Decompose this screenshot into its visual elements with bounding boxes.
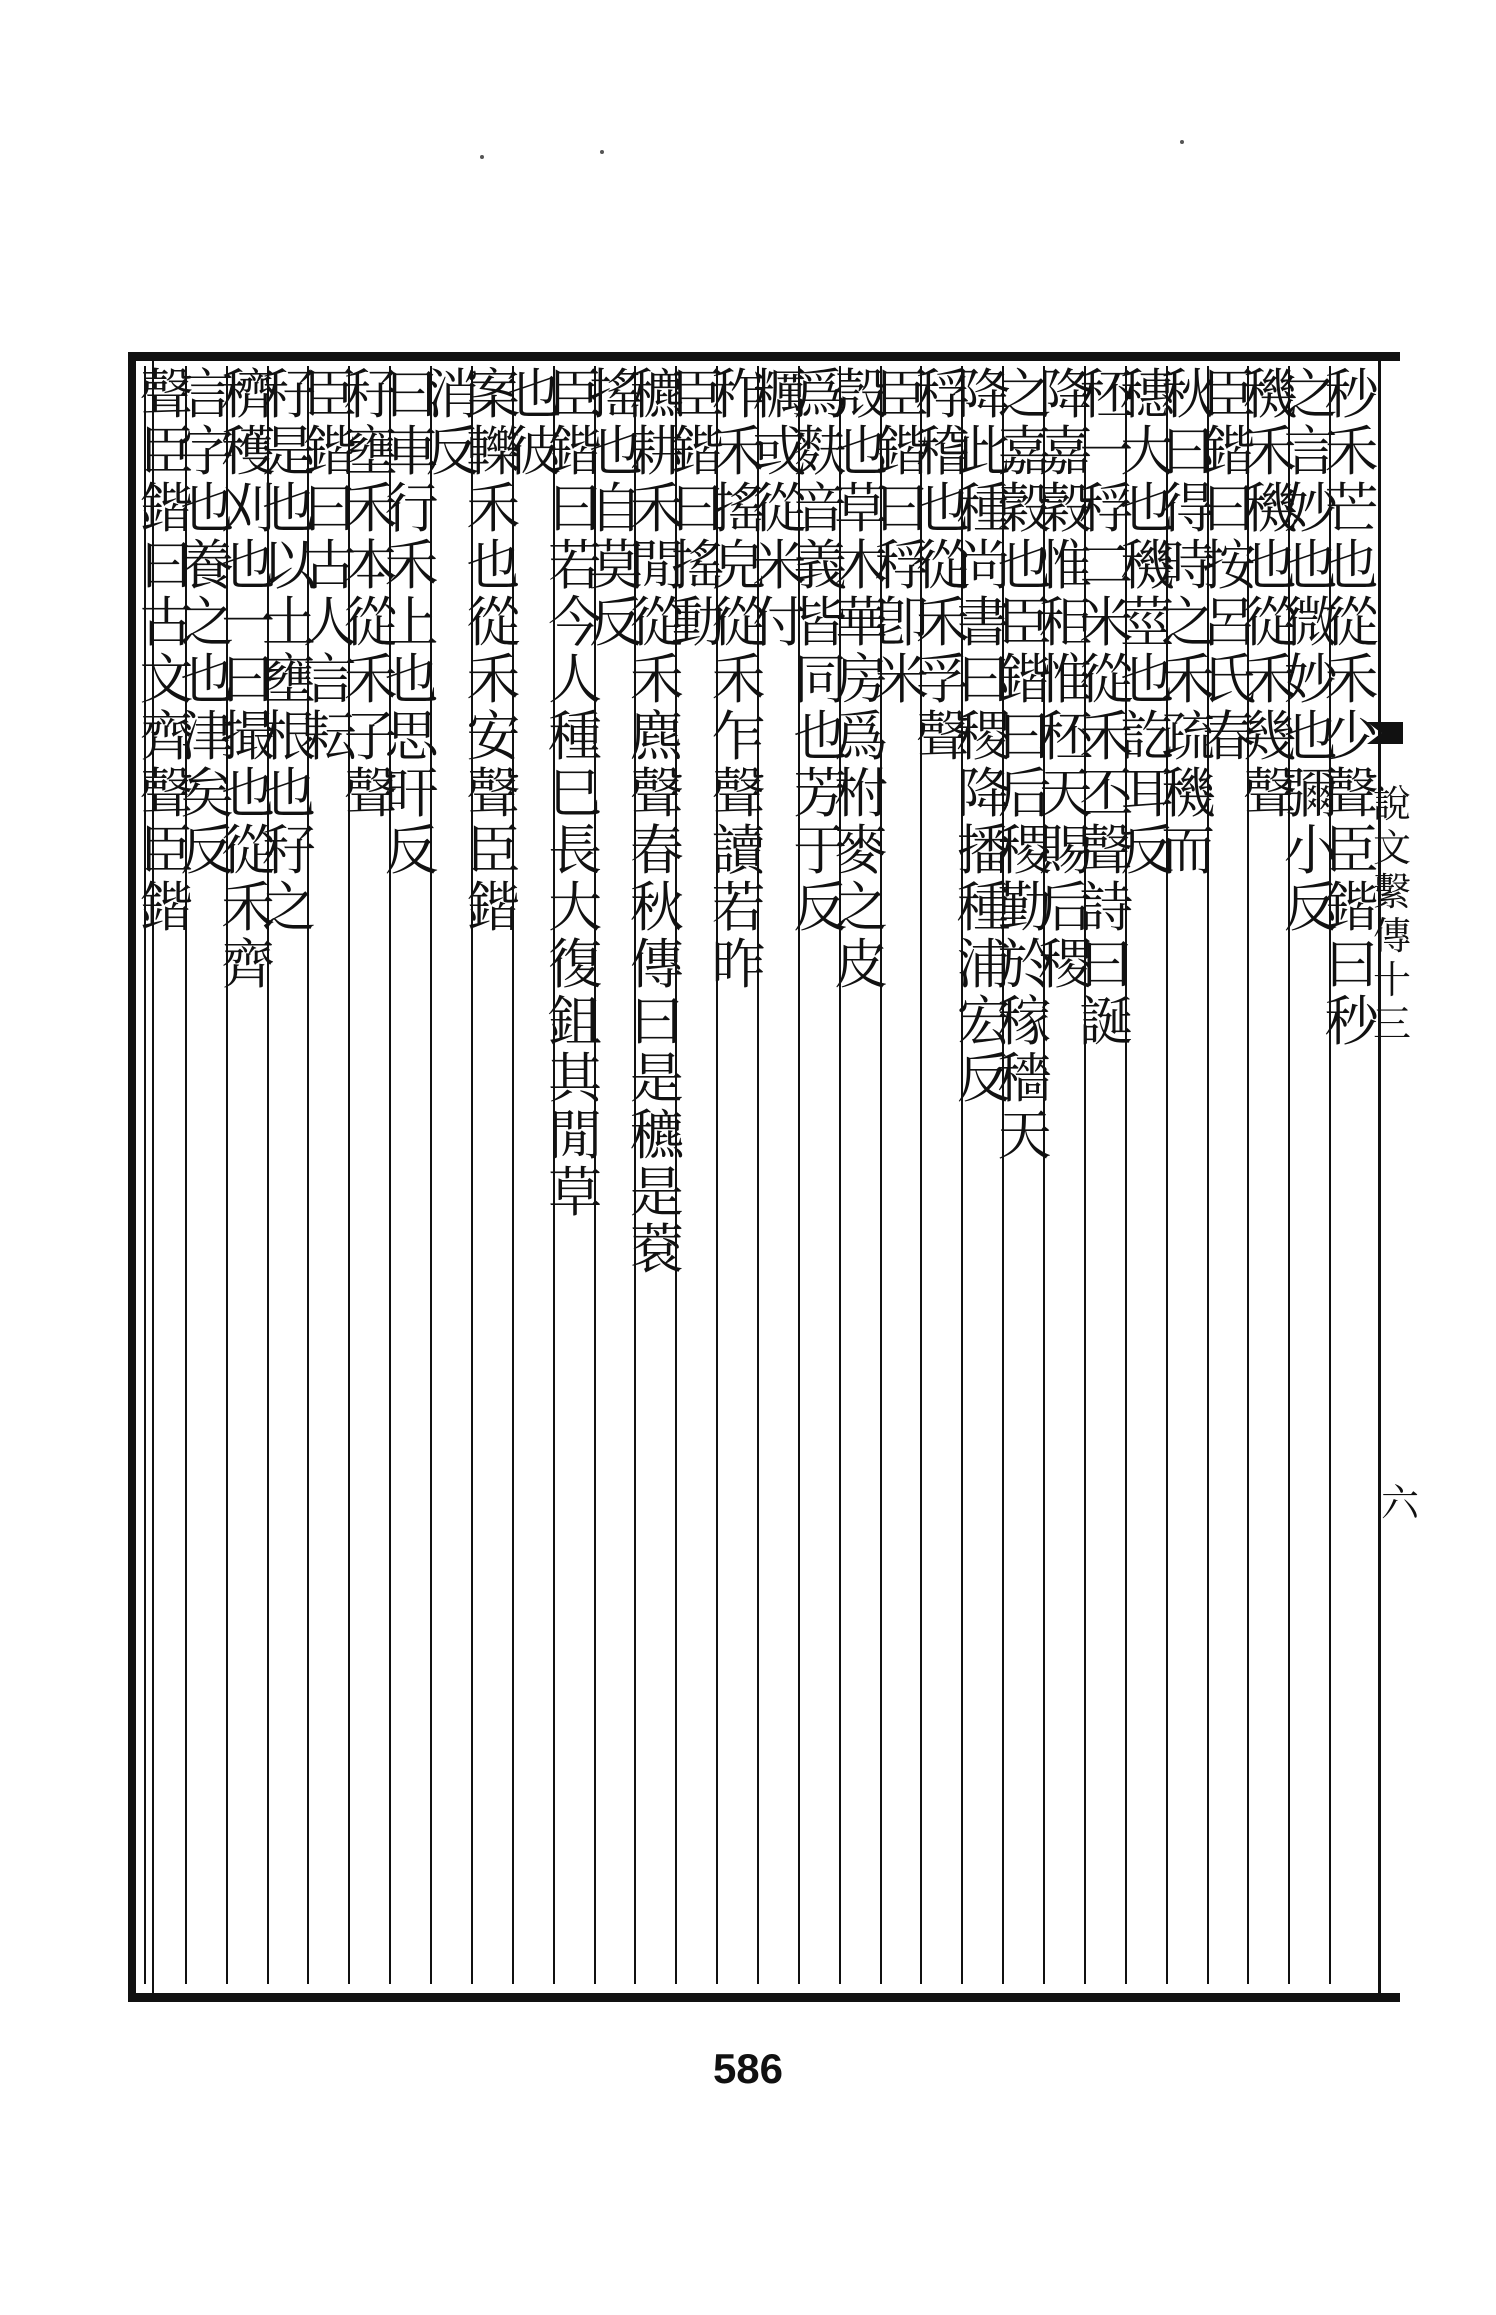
column-text: 聲 臣 鍇 曰 古 文 齊 聲 臣 鍇 bbox=[139, 363, 194, 939]
column-text: 言 字 也 養 之 也 津 矣 反 bbox=[180, 363, 235, 882]
page-number: 586 bbox=[712, 2045, 784, 2092]
column-text: 臣 鍇 曰 按 呂 氏 春 bbox=[1201, 363, 1256, 768]
column-text: 臣 鍇 曰 若 今 人 種 巳 長 大 復 鉏 其 閒 草 bbox=[548, 363, 603, 1224]
column-text: 搖 也 自 莫 反 bbox=[588, 363, 643, 654]
column-text: 秒 禾 芒 也 從 禾 少 聲 臣 鍇 曰 秒 bbox=[1324, 363, 1379, 1053]
column-text: 糲 或 從 米 付 bbox=[752, 363, 807, 654]
column-text: 穖 禾 穖 也 從 禾 幾 聲 bbox=[1242, 363, 1297, 825]
column-text: 秨 禾 搖 皃 從 禾 乍 聲 讀 若 昨 bbox=[711, 363, 766, 996]
column-text: 秄 是 也 以 土 壅 根 也 秄 之 bbox=[262, 363, 317, 939]
column-text: 消 反 bbox=[425, 363, 480, 483]
column-text: 殼 也 草 木 華 房 爲 柎 麥 之 皮 bbox=[834, 363, 889, 996]
paper-speck bbox=[480, 155, 484, 159]
column-text: 穧 穫 刈 也 一 曰 撮 也 從 禾 齊 bbox=[221, 363, 276, 996]
column-text: 穗 大 也 穖 莖 也 訖 耳 反 bbox=[1120, 363, 1175, 882]
column-text: 臣 鍇 曰 搖 動 bbox=[670, 363, 725, 654]
column-text: 臣 鍇 曰 稃 卽 米 bbox=[875, 363, 930, 711]
text-column bbox=[548, 363, 603, 1984]
column-text: 也 彼 bbox=[507, 363, 562, 483]
spine-title: 說 文 繫 傳 十 三 bbox=[1373, 782, 1412, 1046]
column-text: 之 嘉 穀 也 臣 鍇 曰 后 稷 勤 於 稼 穡 天 bbox=[997, 363, 1052, 1167]
column-text: 爲 麩 音 義 皆 同 也 芳 于 反 bbox=[793, 363, 848, 939]
column-text: 降 嘉 穀 惟 秬 惟 秠 天 賜 后 稷 bbox=[1038, 363, 1093, 996]
column-text: 稃 稽 也 從 禾 孚 聲 bbox=[915, 363, 970, 768]
column-text: 案 轢 禾 也 從 禾 安 聲 臣 鍇 bbox=[466, 363, 521, 939]
paper-speck bbox=[1180, 140, 1184, 144]
column-text: 秋 曰 得 時 之 禾 疏 穖 而 bbox=[1161, 363, 1216, 882]
column-text: 降 此 種 尚 書 曰 稷 降 播 種 浦 宏 反 bbox=[956, 363, 1011, 1110]
spine-page: 六 bbox=[1381, 1481, 1420, 1525]
text-column bbox=[466, 363, 521, 1984]
paper-speck bbox=[600, 150, 604, 154]
column-text: 曰 車 行 禾 上 也 思 旰 反 bbox=[384, 363, 439, 882]
column-text: 穮 耕 禾 閒 從 禾 麃 聲 春 秋 傳 曰 是 穮 是 蔉 bbox=[629, 363, 684, 1281]
column-text: 秄 壅 禾 本 從 禾 子 聲 bbox=[343, 363, 398, 825]
text-column bbox=[139, 363, 194, 1984]
column-text: 之 言 妙 也 微 妙 也 彌 小 反 bbox=[1283, 363, 1338, 939]
column-text: 秠 一 稃 二 米 從 禾 丕 聲 詩 曰 誕 bbox=[1079, 363, 1134, 1053]
column-text: 臣 鍇 曰 古 人 言 耘 bbox=[302, 363, 357, 768]
